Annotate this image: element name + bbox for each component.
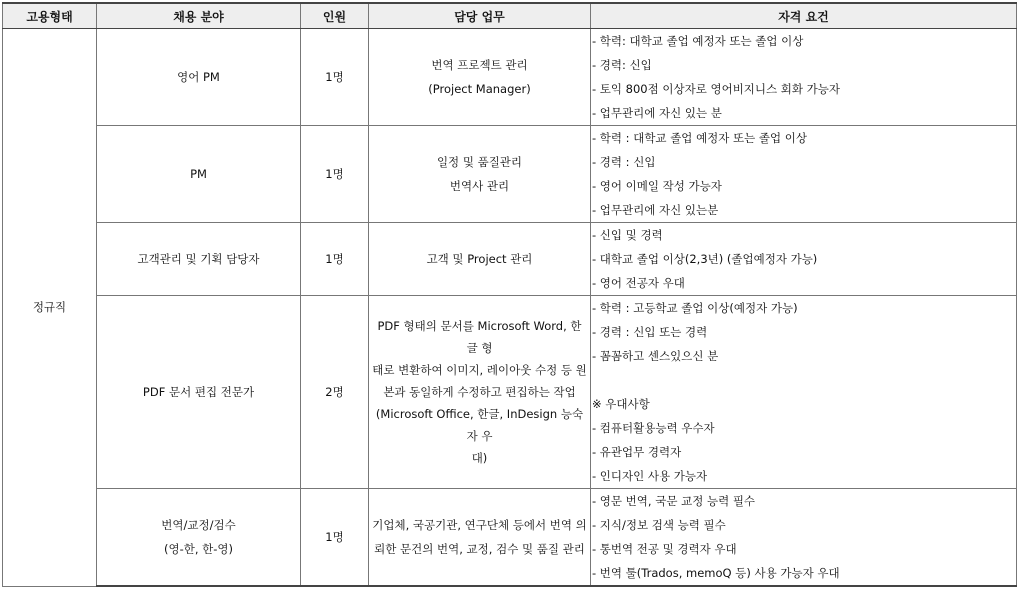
count-cell: 1명	[301, 223, 369, 296]
requirement-gap	[592, 368, 1016, 392]
duty-line: 태로 변환하여 이미지, 레이아웃 수정 등 원	[372, 363, 587, 377]
requirement-item: - 토익 800점 이상자로 영어비지니스 회화 가능자	[592, 82, 840, 96]
duty-line: 번역사 관리	[449, 179, 510, 193]
requirements-cell	[591, 296, 1017, 489]
recruitment-table	[2, 2, 1017, 587]
requirement-item: - 신입 및 경력	[592, 228, 663, 242]
table-row	[3, 296, 1017, 489]
duty-line: (Microsoft Office, 한글, InDesign 능숙자 우	[375, 407, 584, 443]
duty-line: 고객 및 Project 관리	[426, 252, 533, 266]
duty-line: 번역 프로젝트 관리	[431, 58, 528, 72]
requirement-item: - 학력 : 대학교 졸업 예정자 또는 졸업 이상	[592, 131, 808, 145]
requirement-item: - 업무관리에 자신 있는분	[592, 203, 719, 217]
field-text: 번역/교정/검수	[161, 518, 236, 532]
duty-cell	[369, 223, 591, 296]
header-count: 인원	[301, 3, 369, 29]
field-text: 영어 PM	[177, 70, 220, 84]
count-cell: 1명	[301, 126, 369, 223]
field-cell	[97, 29, 301, 126]
field-text: 고객관리 및 기획 담당자	[137, 252, 260, 266]
duty-line: (Project Manager)	[428, 82, 531, 96]
preference-heading: ※ 우대사항	[592, 397, 650, 411]
requirements-cell	[591, 126, 1017, 223]
field-text: (영-한, 한-영)	[163, 542, 234, 556]
duty-cell	[369, 489, 591, 587]
requirement-item: - 학력: 대학교 졸업 예정자 또는 졸업 이상	[592, 34, 804, 48]
table-row	[3, 489, 1017, 587]
count-cell: 1명	[301, 29, 369, 126]
requirement-item: - 유관업무 경력자	[592, 445, 682, 459]
requirements-cell	[591, 489, 1017, 587]
requirement-item: - 경력: 신입	[592, 58, 652, 72]
requirement-item: - 인디자인 사용 가능자	[592, 469, 708, 483]
field-cell	[97, 223, 301, 296]
requirement-item: - 경력 : 신입	[592, 155, 656, 169]
duty-line: 기업체, 국공기관, 연구단체 등에서 번역 의	[372, 518, 587, 532]
requirement-item: - 컴퓨터활용능력 우수자	[592, 421, 715, 435]
requirement-item: - 학력 : 고등학교 졸업 이상(예정자 가능)	[592, 301, 798, 315]
header-duty: 담당 업무	[369, 3, 591, 29]
duty-line: 대)	[471, 451, 488, 465]
duty-line: 일정 및 품질관리	[436, 155, 523, 169]
requirement-item: - 꼼꼼하고 센스있으신 분	[592, 349, 719, 363]
employment-type-cell: 정규직	[3, 29, 97, 587]
duty-line: 뢰한 문건의 번역, 교정, 검수 및 품질 관리	[374, 542, 585, 556]
field-cell	[97, 489, 301, 587]
requirement-item: - 업무관리에 자신 있는 분	[592, 106, 722, 120]
requirements-cell	[591, 29, 1017, 126]
requirements-cell	[591, 223, 1017, 296]
field-text: PDF 문서 편집 전문가	[142, 385, 255, 399]
requirement-item: - 영어 전공자 우대	[592, 276, 685, 290]
field-text: PM	[190, 167, 207, 181]
header-requirements: 자격 요건	[591, 3, 1017, 29]
requirement-item: - 영어 이메일 작성 가능자	[592, 179, 722, 193]
duty-cell	[369, 126, 591, 223]
duty-line: 본과 동일하게 수정하고 편집하는 작업	[383, 385, 576, 399]
count-cell: 2명	[301, 296, 369, 489]
duty-cell	[369, 29, 591, 126]
table-row	[3, 223, 1017, 296]
duty-line: PDF 형태의 문서를 Microsoft Word, 한글 형	[377, 319, 582, 355]
field-cell	[97, 296, 301, 489]
header-row	[3, 3, 1017, 29]
requirement-item: - 경력 : 신입 또는 경력	[592, 325, 708, 339]
field-cell	[97, 126, 301, 223]
requirement-item: - 대학교 졸업 이상(2,3년) (졸업예정자 가능)	[592, 252, 818, 266]
requirement-item: - 지식/정보 검색 능력 필수	[592, 518, 726, 532]
count-cell: 1명	[301, 489, 369, 587]
duty-cell	[369, 296, 591, 489]
header-field: 채용 분야	[97, 3, 301, 29]
requirement-item: - 통번역 전공 및 경력자 우대	[592, 542, 737, 556]
requirement-item: - 영문 번역, 국문 교정 능력 필수	[592, 494, 756, 508]
requirement-item: - 번역 툴(Trados, memoQ 등) 사용 가능자 우대	[592, 566, 840, 580]
table-row	[3, 29, 1017, 126]
header-employment-type: 고용형태	[3, 3, 97, 29]
table-row	[3, 126, 1017, 223]
